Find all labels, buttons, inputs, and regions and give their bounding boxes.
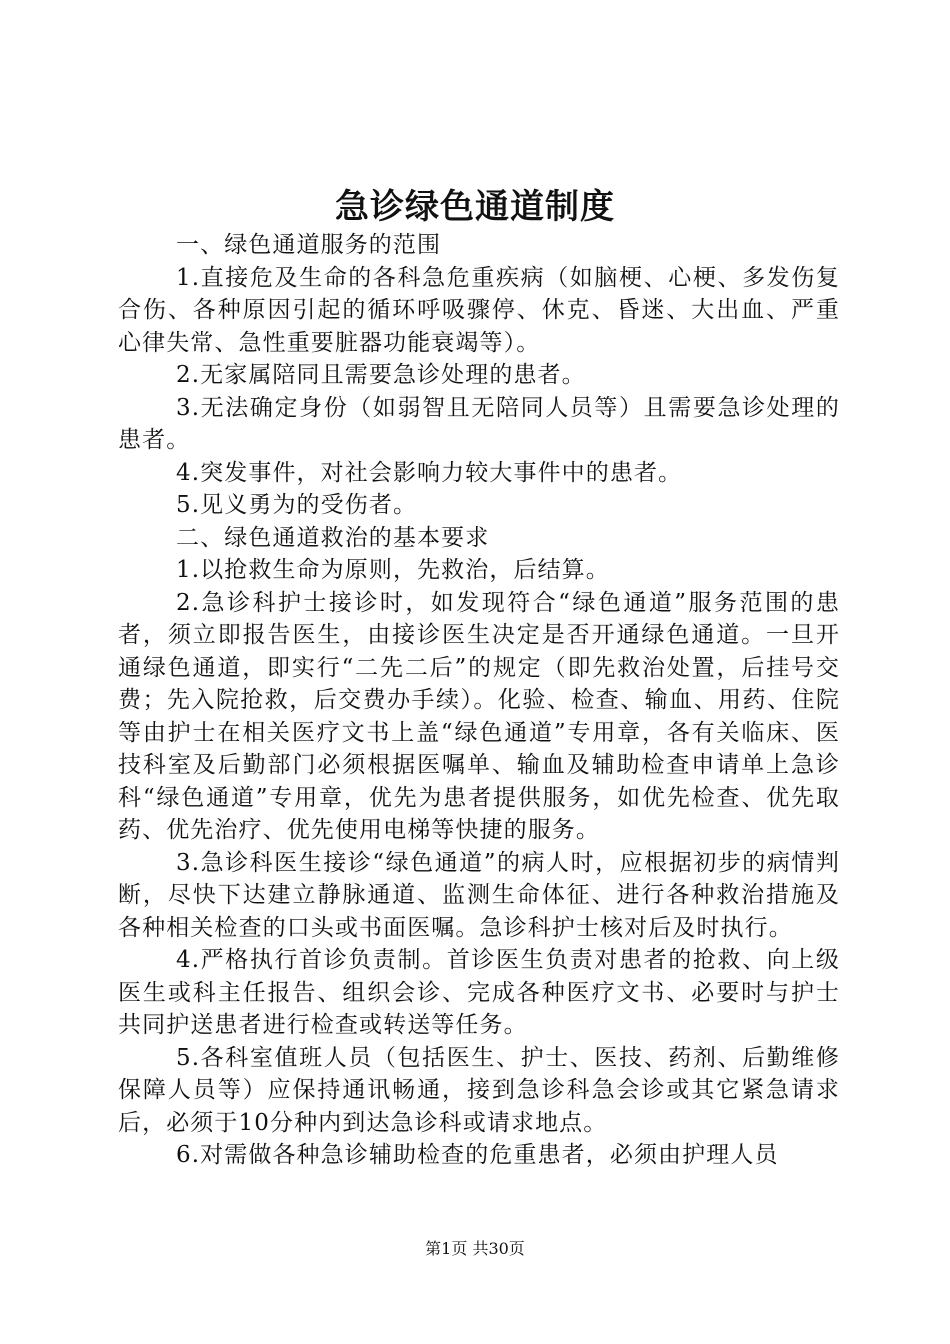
paragraph: 2.无家属陪同且需要急诊处理的患者。 — [176, 362, 586, 388]
paragraph: 3.急诊科医生接诊“绿色通道”的病人时，应根据初步的病情判断，尽快下达建立静脉通道、监测生命体征、进行各种救治措施及各种相关检查的口头或书面医嘱。急诊科护士核对后及时执行。 — [118, 849, 840, 941]
paragraph: 6.对需做各种急诊辅助检查的危重患者，必须由护理人员 — [176, 1142, 779, 1168]
section-heading: 二、绿色通道救治的基本要求 — [176, 524, 490, 551]
document-body — [118, 229, 840, 1172]
section-heading: 一、绿色通道服务的范围 — [176, 232, 442, 258]
paragraph: 4.严格执行首诊负责制。首诊医生负责对患者的抢救、向上级医生或科主任报告、组织会诊、完成各种医疗文书、必要时与护士共同护送患者进行检查或转送等任务。 — [118, 947, 840, 1038]
document-title: 急诊绿色通道制度 — [335, 187, 615, 227]
paragraph: 4.突发事件，对社会影响力较大事件中的患者。 — [176, 459, 683, 486]
paragraph: 5.各科室值班人员（包括医生、护士、医技、药剂、后勤维修保障人员等）应保持通讯畅通，接到急诊科急会诊或其它紧急请求后，必须于10分种内到达急诊科或请求地点。 — [118, 1044, 840, 1136]
paragraph: 1.以抢救生命为原则，先救治，后结算。 — [176, 557, 610, 583]
paragraph: 2.急诊科护士接诊时，如发现符合“绿色通道”服务范围的患者，须立即报告医生，由接诊医生决定是否开通绿色通道。一旦开通绿色通道，即实行“二先二后”的规定（即先救治处置，后挂号交费；先入院抢救，后交费办手续）。化验、检查、输血、用药、住院等由护士在相关医疗文书上盖“绿色通道”专用章，各有关临床、医技科室及后勤部门必须根据医嘱单、输血及辅助检查申请单上急诊科“绿色通道”专用章，优先为患者提供服务，如优先检查、优先取药、优先治疗、优先使用电梯等快捷的服务。 — [118, 589, 840, 843]
paragraph: 5.见义勇为的受伤者。 — [176, 492, 418, 518]
paragraph: 1.直接危及生命的各科急危重疾病（如脑梗、心梗、多发伤复合伤、各种原因引起的循环呼吸骤停、休克、昏迷、大出血、严重心律失常、急性重要脏器功能衰竭等）。 — [118, 264, 840, 356]
paragraph: 3.无法确定身份（如弱智且无陪同人员等）且需要急诊处理的患者。 — [118, 394, 840, 453]
page-footer: 第1页 共30页 — [425, 1239, 525, 1258]
